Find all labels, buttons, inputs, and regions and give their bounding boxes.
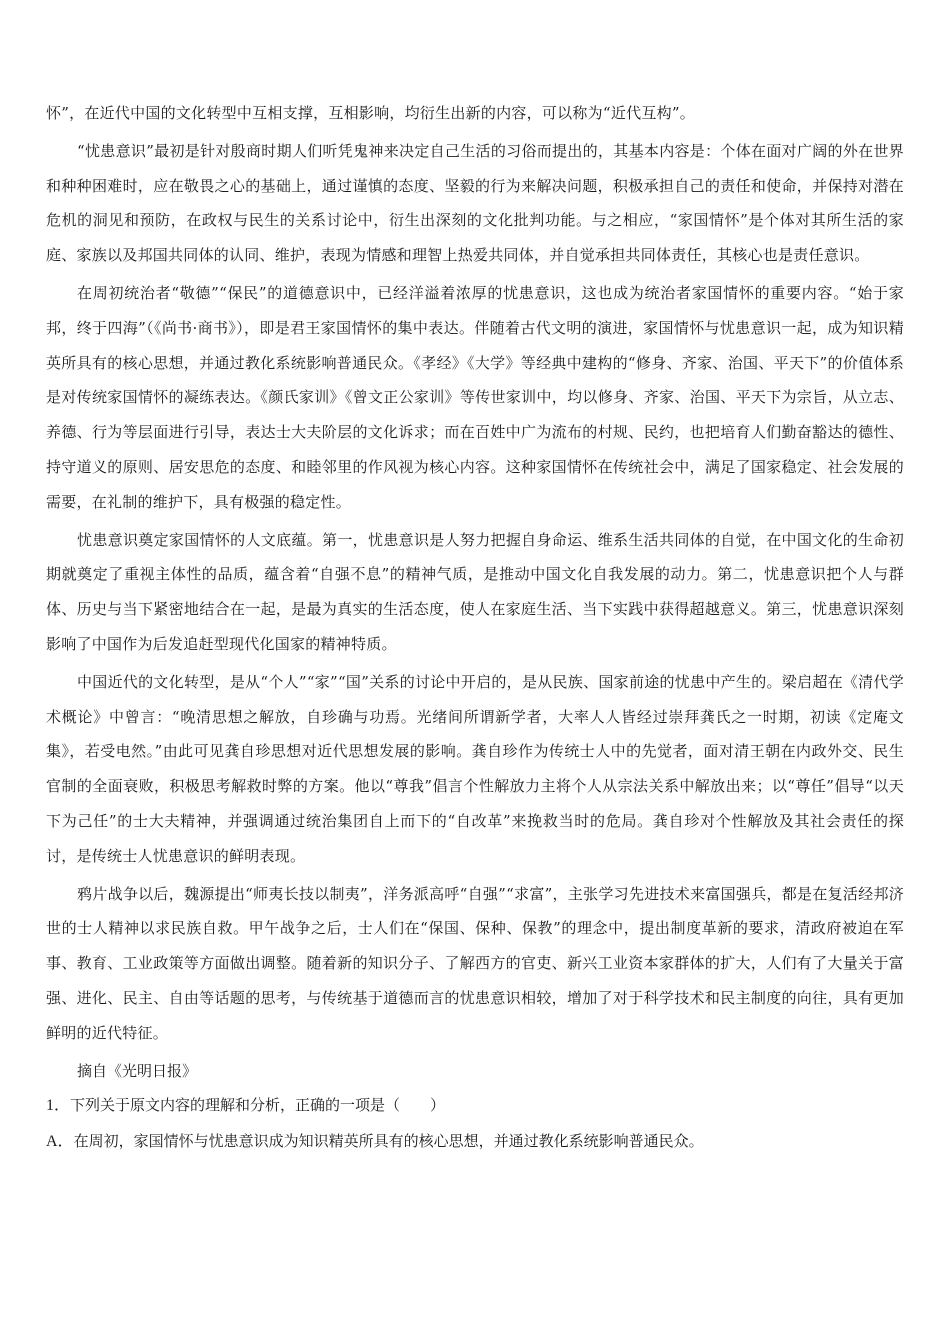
- paragraph-5: 中国近代的文化转型，是从“个人”“家”“国”关系的讨论中开启的，是从民族、国家前途的忧患中产生的。梁启超在《清代学术概论》中曾言：“晚清思想之解放，自珍确与功焉。光绪间所谓新学者，大率人人皆经过崇拜龚氏之一时期，初读《定庵文集》，若受电然。”由此可见龚自珍思想对近代思想发展的影响。龚自珍作为传统士人中的先觉者，面对清王朝在内政外交、民生官制的全面衰败，积极思考解救时弊的方案。他以“尊我”倡言个性解放力主将个人从宗法关系中解放出来；以“尊任”倡导“以天下为己任”的士大夫精神，并强调通过统治集团自上而下的“自改革”来挽救当时的危局。龚自珍对个性解放及其社会责任的探讨，是传统士人忧患意识的鲜明表现。: [46, 672, 904, 865]
- paragraph-6: 鸦片战争以后，魏源提出“师夷长技以制夷”，洋务派高呼“自强”“求富”，主张学习先进技术来富国强兵，都是在复活经邦济世的士人精神以求民族自救。甲午战争之后，士人们在“保国、保种、保教”的理念中，提出制度革新的要求，清政府被迫在军事、教育、工业政策等方面做出调整。随着新的知识分子、了解西方的官吏、新兴工业资本家群体的扩大，人们有了大量关于富强、进化、民主、自由等话题的思考，与传统基于道德而言的忧患意识相较，增加了对于科学技术和民主制度的向往，具有更加鲜明的近代特征。: [46, 884, 904, 1042]
- paragraph-4: 忧患意识奠定家国情怀的人文底蕴。第一，忧患意识是人努力把握自身命运、维系生活共同体的自觉，在中国文化的生命初期就奠定了重视主体性的品质，蕴含着“自强不息”的精神气质，是推动中国文化自我发展的动力。第二，忧患意识把个人与群体、历史与当下紧密地结合在一起，是最为真实的生活态度，使人在家庭生活、当下实践中获得超越意义。第三，忧患意识深刻影响了中国作为后发追赶型现代化国家的精神特质。: [46, 530, 904, 653]
- paragraph-1: 怀”，在近代中国的文化转型中互相支撑，互相影响，均衍生出新的内容，可以称为“近代互构”。: [46, 104, 696, 122]
- option-a[interactable]: [46, 1124, 904, 1160]
- document-page: [46, 96, 904, 1160]
- question-number: 1．: [46, 1097, 71, 1115]
- source-citation: 摘自《光明日报》: [77, 1061, 198, 1080]
- question-text: 下列关于原文内容的理解和分析，正确的一项是（ ）: [70, 1096, 446, 1115]
- paragraph-3: 在周初统治者“敬德”“保民”的道德意识中，已经洋溢着浓厚的忧患意识，这也成为统治者家国情怀的重要内容。“始于家邦，终于四海”（《尚书·商书》），即是君王家国情怀的集中表达。伴随着古代文明的演进，家国情怀与忧患意识一起，成为知识精英所具有的核心思想，并通过教化系统影响普通民众。《孝经》《大学》等经典中建构的“修身、齐家、治国、平天下”的价值体系是对传统家国情怀的凝练表达。《颜氏家训》《曾文正公家训》等传世家训中，均以修身、齐家、治国、平天下为宗旨，从立志、养德、行为等层面进行引导，表达士大夫阶层的文化诉求；而在百姓中广为流布的村规、民约，也把培育人们勤奋豁达的德性、持守道义的原则、居安思危的态度、和睦邻里的作风视为核心内容。这种家国情怀在传统社会中，满足了国家稳定、社会发展的需要，在礼制的维护下，具有极强的稳定性。: [46, 283, 904, 511]
- option-a-text: 在周初，家国情怀与忧患意识成为知识精英所具有的核心思想，并通过教化系统影响普通民众。: [73, 1132, 704, 1151]
- option-a-letter: A．: [46, 1133, 74, 1151]
- paragraph-2: “忧患意识”最初是针对殷商时期人们听凭鬼神来决定自己生活的习俗而提出的，其基本内容是：个体在面对广阔的外在世界和种种困难时，应在敬畏之心的基础上，通过谨慎的态度、坚毅的行为来解决问题，积极承担自己的责任和使命，并保持对潜在危机的洞见和预防，在政权与民生的关系讨论中，衍生出深刻的文化批判功能。与之相应，“家国情怀”是个体对其所生活的家庭、家族以及邦国共同体的认同、维护，表现为情感和理智上热爱共同体，并自觉承担共同体责任，其核心也是责任意识。: [46, 141, 904, 265]
- question-1: [46, 1088, 904, 1124]
